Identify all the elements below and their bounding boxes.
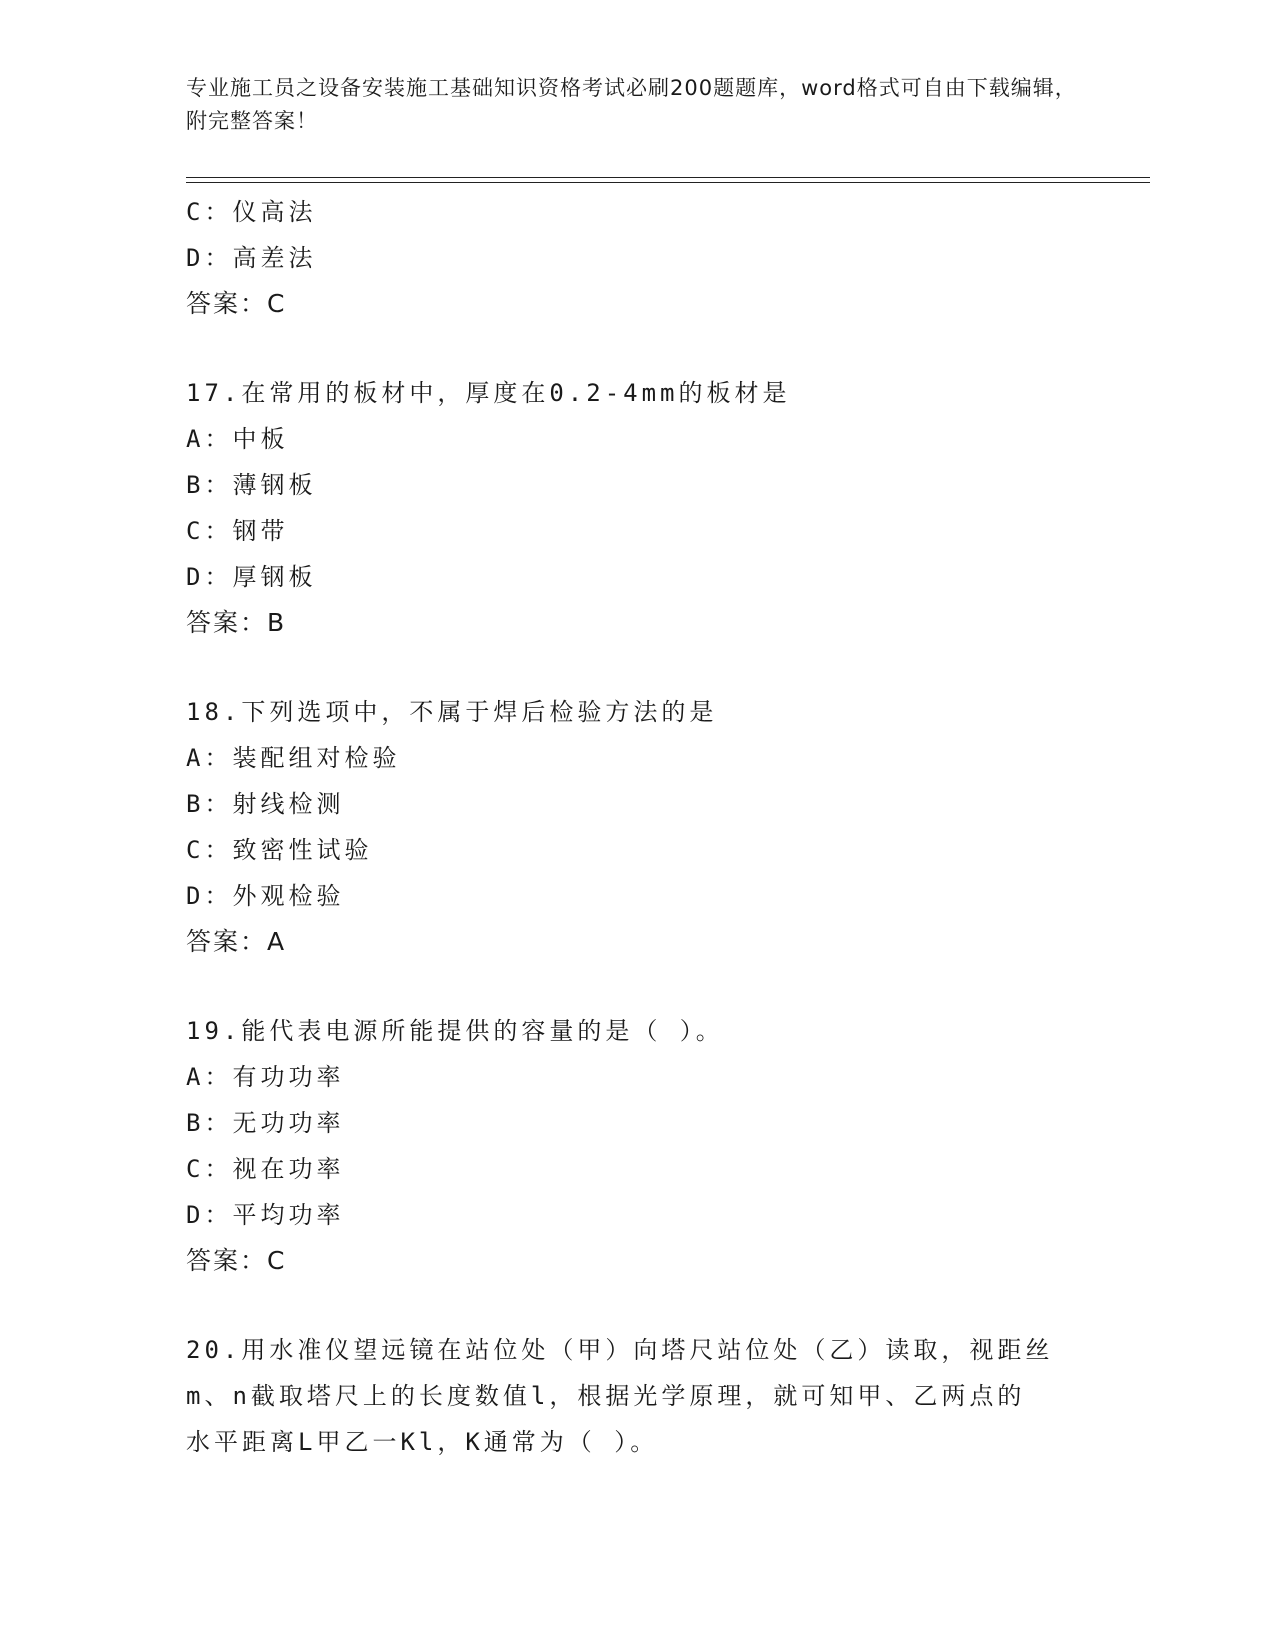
answer-line: 答案：C bbox=[186, 1246, 287, 1275]
option-d: D：高差法 bbox=[186, 244, 317, 272]
question-stem: 17.在常用的板材中，厚度在0.2-4mm的板材是 bbox=[186, 379, 791, 407]
question-stem: 19.能代表电源所能提供的容量的是（ ）。 bbox=[186, 1017, 724, 1045]
header-rule-bottom bbox=[186, 182, 1150, 183]
question-stem-line-2: m、n截取塔尺上的长度数值l，根据光学原理，就可知甲、乙两点的 bbox=[186, 1382, 1026, 1410]
option-a: A：有功功率 bbox=[186, 1063, 345, 1091]
question-20 bbox=[186, 1327, 1086, 1465]
question-list bbox=[186, 189, 1086, 1465]
spacer bbox=[186, 965, 1086, 1008]
question-17 bbox=[186, 370, 1086, 646]
answer-line: 答案：C bbox=[186, 289, 287, 318]
option-d: D：平均功率 bbox=[186, 1201, 345, 1229]
document-header: 专业施工员之设备安装施工基础知识资格考试必刷200题题库，word格式可自由下载编辑，附完整答案！ bbox=[186, 76, 1077, 133]
option-c: C：致密性试验 bbox=[186, 836, 373, 864]
option-a: A：装配组对检验 bbox=[186, 744, 401, 772]
spacer bbox=[186, 646, 1086, 689]
answer-line: 答案：B bbox=[186, 608, 287, 637]
question-19 bbox=[186, 1008, 1086, 1284]
question-18 bbox=[186, 689, 1086, 965]
option-d: D：外观检验 bbox=[186, 882, 345, 910]
question-16-continuation bbox=[186, 189, 1086, 327]
option-b: B：薄钢板 bbox=[186, 471, 317, 499]
spacer bbox=[186, 327, 1086, 370]
option-a: A：中板 bbox=[186, 425, 289, 453]
option-d: D：厚钢板 bbox=[186, 563, 317, 591]
option-b: B：无功功率 bbox=[186, 1109, 345, 1137]
option-b: B：射线检测 bbox=[186, 790, 345, 818]
question-stem-line-3: 水平距离L甲乙一Kl，K通常为（ ）。 bbox=[186, 1428, 659, 1456]
option-c: C：钢带 bbox=[186, 517, 289, 545]
question-stem: 18.下列选项中，不属于焊后检验方法的是 bbox=[186, 698, 718, 726]
spacer bbox=[186, 1284, 1086, 1327]
question-stem-line-1: 20.用水准仪望远镜在站位处（甲）向塔尺站位处（乙）读取，视距丝 bbox=[186, 1336, 1054, 1364]
header-rule-top bbox=[186, 177, 1150, 178]
answer-line: 答案：A bbox=[186, 927, 287, 956]
option-c: C：仪高法 bbox=[186, 198, 317, 226]
option-c: C：视在功率 bbox=[186, 1155, 345, 1183]
